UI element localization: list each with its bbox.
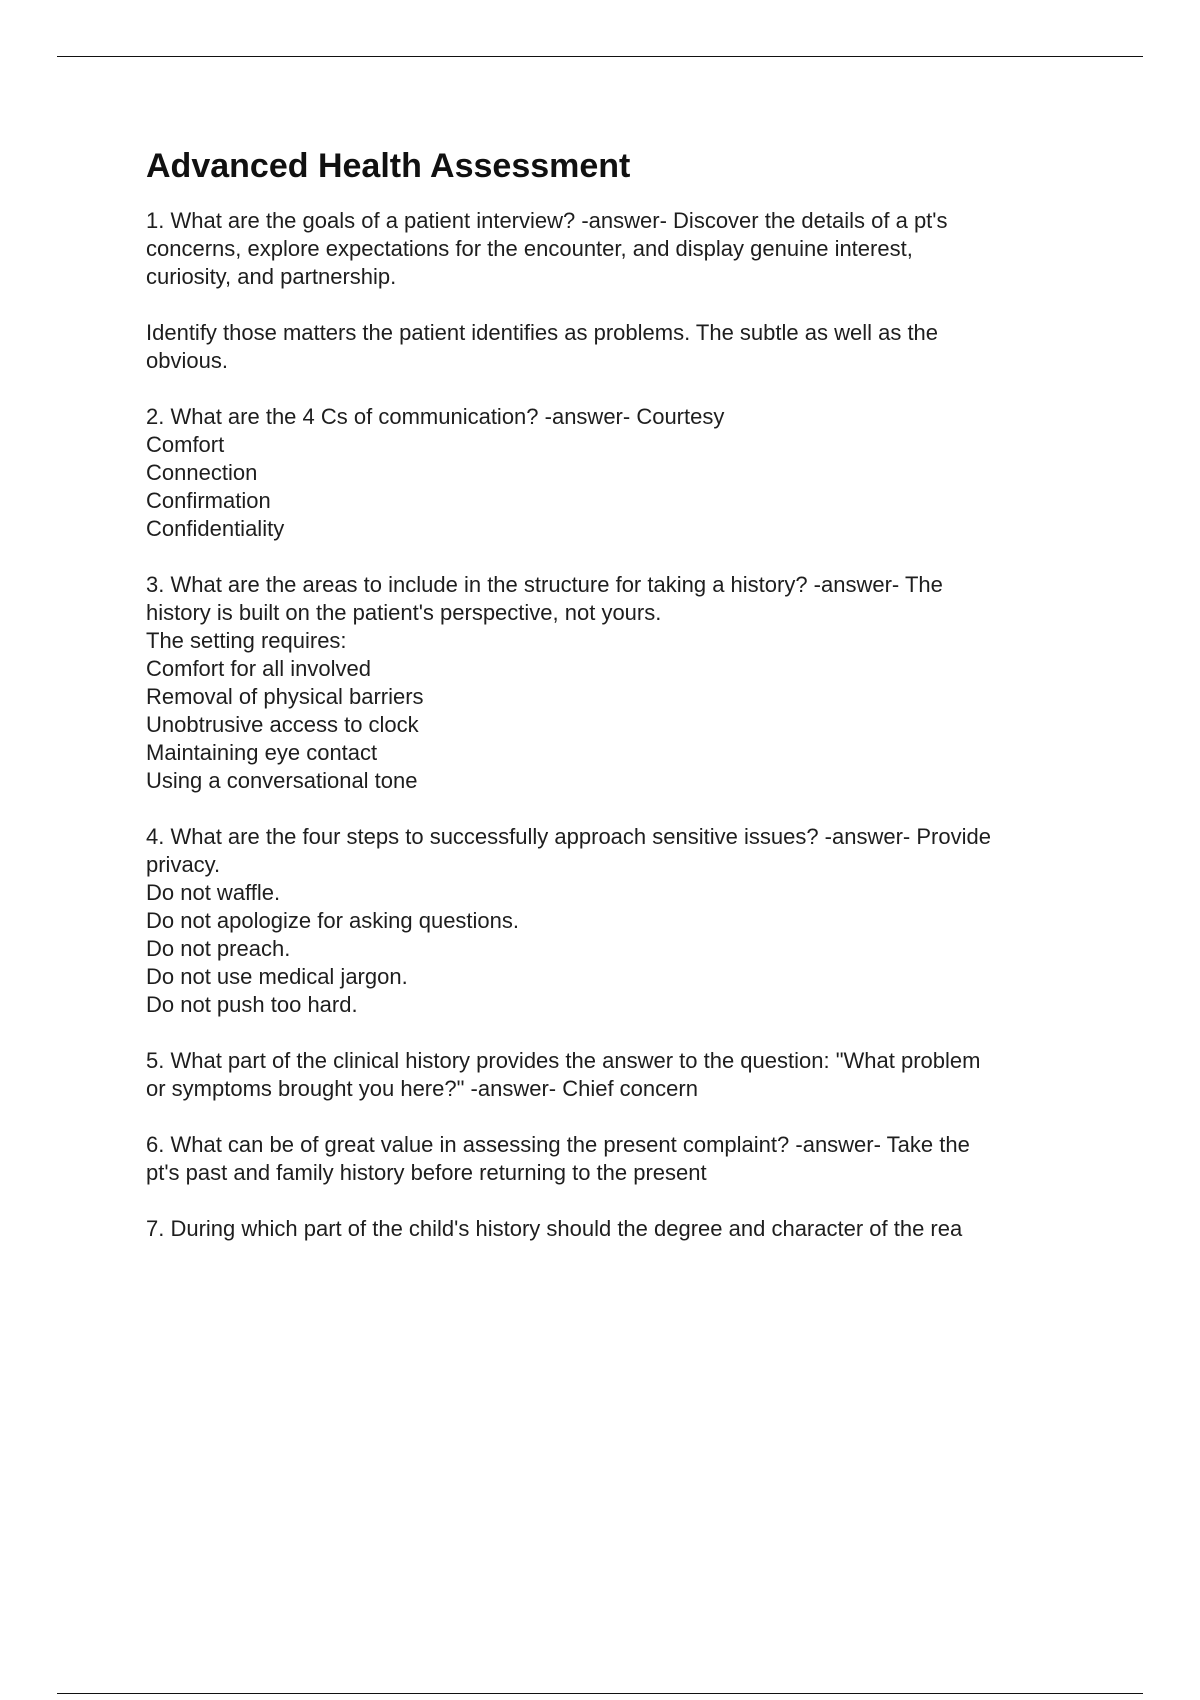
text-line: 6. What can be of great value in assessing the present complaint? -answer- Take the — [146, 1132, 970, 1157]
text-line: 3. What are the areas to include in the structure for taking a history? -answer- The — [146, 572, 943, 597]
qa-block-4-sensitive-issues — [146, 823, 1086, 1019]
text-line: 7. During which part of the child's history should the degree and character of the rea — [146, 1216, 963, 1241]
text-line: Do not apologize for asking questions. — [146, 908, 520, 933]
qa-block-6-present-complaint — [146, 1131, 1086, 1187]
text-line: Do not push too hard. — [146, 992, 358, 1017]
text-line: 2. What are the 4 Cs of communication? -answer- Courtesy — [146, 404, 725, 429]
qa-block-1-goals-of-interview — [146, 207, 1086, 291]
document-body — [146, 140, 1086, 1271]
qa-block-3-history-structure — [146, 571, 1086, 795]
top-rule — [57, 56, 1143, 57]
text-line: Do not waffle. — [146, 880, 281, 905]
text-line: Comfort for all involved — [146, 656, 371, 681]
text-line: privacy. — [146, 852, 221, 877]
text-line: Comfort — [146, 432, 225, 457]
text-line: Unobtrusive access to clock — [146, 712, 419, 737]
text-line: pt's past and family history before returning to the present — [146, 1160, 707, 1185]
text-line: Maintaining eye contact — [146, 740, 378, 765]
text-line: Do not preach. — [146, 936, 291, 961]
text-line: curiosity, and partnership. — [146, 264, 397, 289]
text-line: 4. What are the four steps to successfully approach sensitive issues? -answer- Provide — [146, 824, 991, 849]
text-line: Confirmation — [146, 488, 271, 513]
text-line: Connection — [146, 460, 258, 485]
bottom-rule — [57, 1693, 1143, 1694]
text-line: Confidentiality — [146, 516, 285, 541]
paragraph-identify-problems — [146, 319, 1086, 375]
text-line: Identify those matters the patient identifies as problems. The subtle as well as the — [146, 320, 939, 345]
qa-block-2-four-cs — [146, 403, 1086, 543]
text-line: concerns, explore expectations for the encounter, and display genuine interest, — [146, 236, 913, 261]
text-line: or symptoms brought you here?" -answer- Chief concern — [146, 1076, 698, 1101]
text-line: 1. What are the goals of a patient interview? -answer- Discover the details of a pt's — [146, 208, 948, 233]
text-line: history is built on the patient's perspective, not yours. — [146, 600, 662, 625]
document-title: Advanced Health Assessment — [146, 147, 631, 185]
qa-block-5-chief-concern — [146, 1047, 1086, 1103]
text-line: obvious. — [146, 348, 228, 373]
text-line: Removal of physical barriers — [146, 684, 424, 709]
text-line: 5. What part of the clinical history provides the answer to the question: "What problem — [146, 1048, 981, 1073]
text-line: The setting requires: — [146, 628, 347, 653]
qa-block-7-truncated — [146, 1215, 1086, 1243]
text-line: Do not use medical jargon. — [146, 964, 408, 989]
text-line: Using a conversational tone — [146, 768, 418, 793]
